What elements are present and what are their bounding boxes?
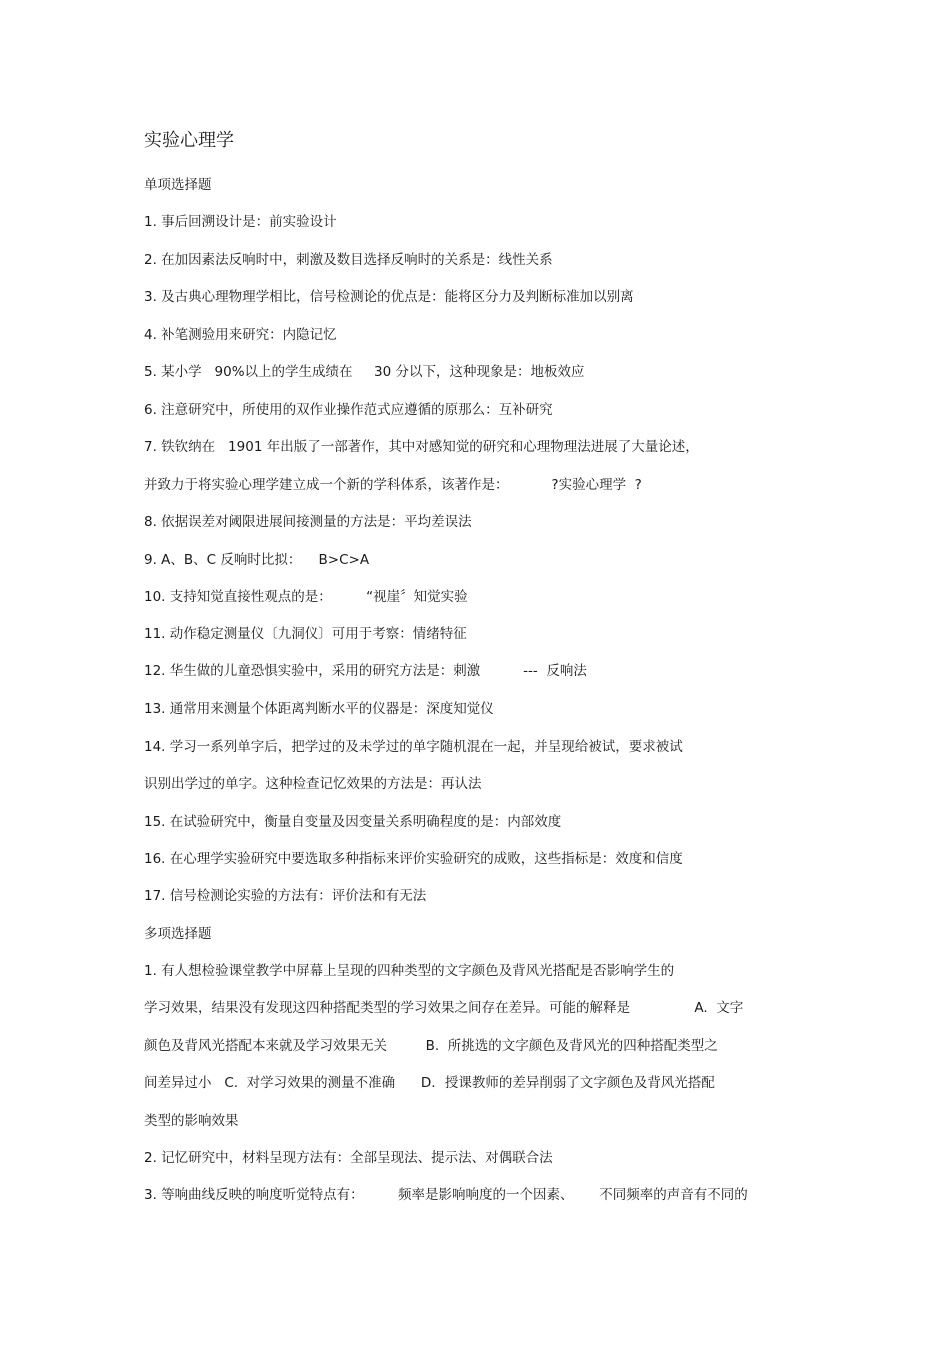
single-choice-line: 15. 在试验研究中，衡量自变量及因变量关系明确程度的是：内部效度: [144, 814, 562, 830]
multi-choice-line: 2. 记忆研究中，材料呈现方法有：全部呈现法、提示法、对偶联合法: [144, 1150, 553, 1166]
section-heading-single-choice: 单项选择题: [144, 177, 212, 193]
single-choice-line: 4. 补笔测验用来研究：内隐记忆: [144, 327, 337, 343]
multi-choice-line: 间差异过小 C. 对学习效果的测量不准确 D．授课教师的差异削弱了文字颜色及背风光搭配: [144, 1075, 715, 1091]
single-choice-line: 2. 在加因素法反响时中，刺激及数目选择反响时的关系是：线性关系: [144, 252, 553, 268]
single-choice-line: 12. 华生做的儿童恐惧实验中，采用的研究方法是：刺激 --- 反响法: [144, 663, 587, 679]
multi-choice-line: 3. 等响曲线反映的响度听觉特点有： 频率是影响响度的一个因素、 不同频率的声音有不同的: [144, 1187, 748, 1203]
single-choice-line: 3. 及古典心理物理学相比，信号检测论的优点是：能将区分力及判断标准加以别离: [144, 289, 634, 305]
single-choice-line: 17. 信号检测论实验的方法有：评价法和有无法: [144, 888, 427, 904]
single-choice-line: 16. 在心理学实验研究中要选取多种指标来评价实验研究的成败，这些指标是：效度和信度: [144, 851, 683, 867]
single-choice-line: 1. 事后回溯设计是：前实验设计: [144, 214, 337, 230]
single-choice-line: 7. 铁钦纳在 1901 年出版了一部著作，其中对感知觉的研究和心理物理法进展了大量论述，: [144, 439, 699, 455]
multi-choice-line: 学习效果，结果没有发现这四种搭配类型的学习效果之间存在差异。可能的解释是 A. 文字: [144, 1000, 744, 1016]
multi-choice-line: 类型的影响效果: [144, 1113, 239, 1129]
single-choice-line: 11. 动作稳定测量仪〔九洞仪〕可用于考察：情绪特征: [144, 626, 467, 642]
single-choice-line: 14. 学习一系列单字后，把学过的及未学过的单字随机混在一起，并呈现给被试，要求被试: [144, 739, 683, 755]
single-choice-line: 识别出学过的单字。这种检查记忆效果的方法是：再认法: [144, 776, 482, 792]
single-choice-line: 6. 注意研究中，所使用的双作业操作范式应遵循的原那么：互补研究: [144, 402, 553, 418]
multi-choice-line: 1. 有人想检验课堂教学中屏幕上呈现的四种类型的文字颜色及背风光搭配是否影响学生的: [144, 963, 675, 979]
single-choice-line: 并致力于将实验心理学建立成一个新的学科体系，该著作是： ?实验心理学 ?: [144, 477, 642, 493]
document-title: 实验心理学: [144, 130, 234, 151]
single-choice-line: 10. 支持知觉直接性观点的是： “视崖〞知觉实验: [144, 589, 468, 605]
multi-choice-line: 颜色及背风光搭配本来就及学习效果无关 B. 所挑选的文字颜色及背风光的四种搭配类型之: [144, 1038, 718, 1054]
single-choice-line: 9. A、B、C 反响时比拟： B>C>A: [144, 552, 370, 568]
section-heading-multi-choice: 多项选择题: [144, 926, 212, 942]
single-choice-line: 5. 某小学 90%以上的学生成绩在 30 分以下，这种现象是：地板效应: [144, 364, 585, 380]
single-choice-line: 8. 依据误差对阈限进展间接测量的方法是：平均差误法: [144, 514, 472, 530]
single-choice-line: 13. 通常用来测量个体距离判断水平的仪器是：深度知觉仪: [144, 701, 494, 717]
